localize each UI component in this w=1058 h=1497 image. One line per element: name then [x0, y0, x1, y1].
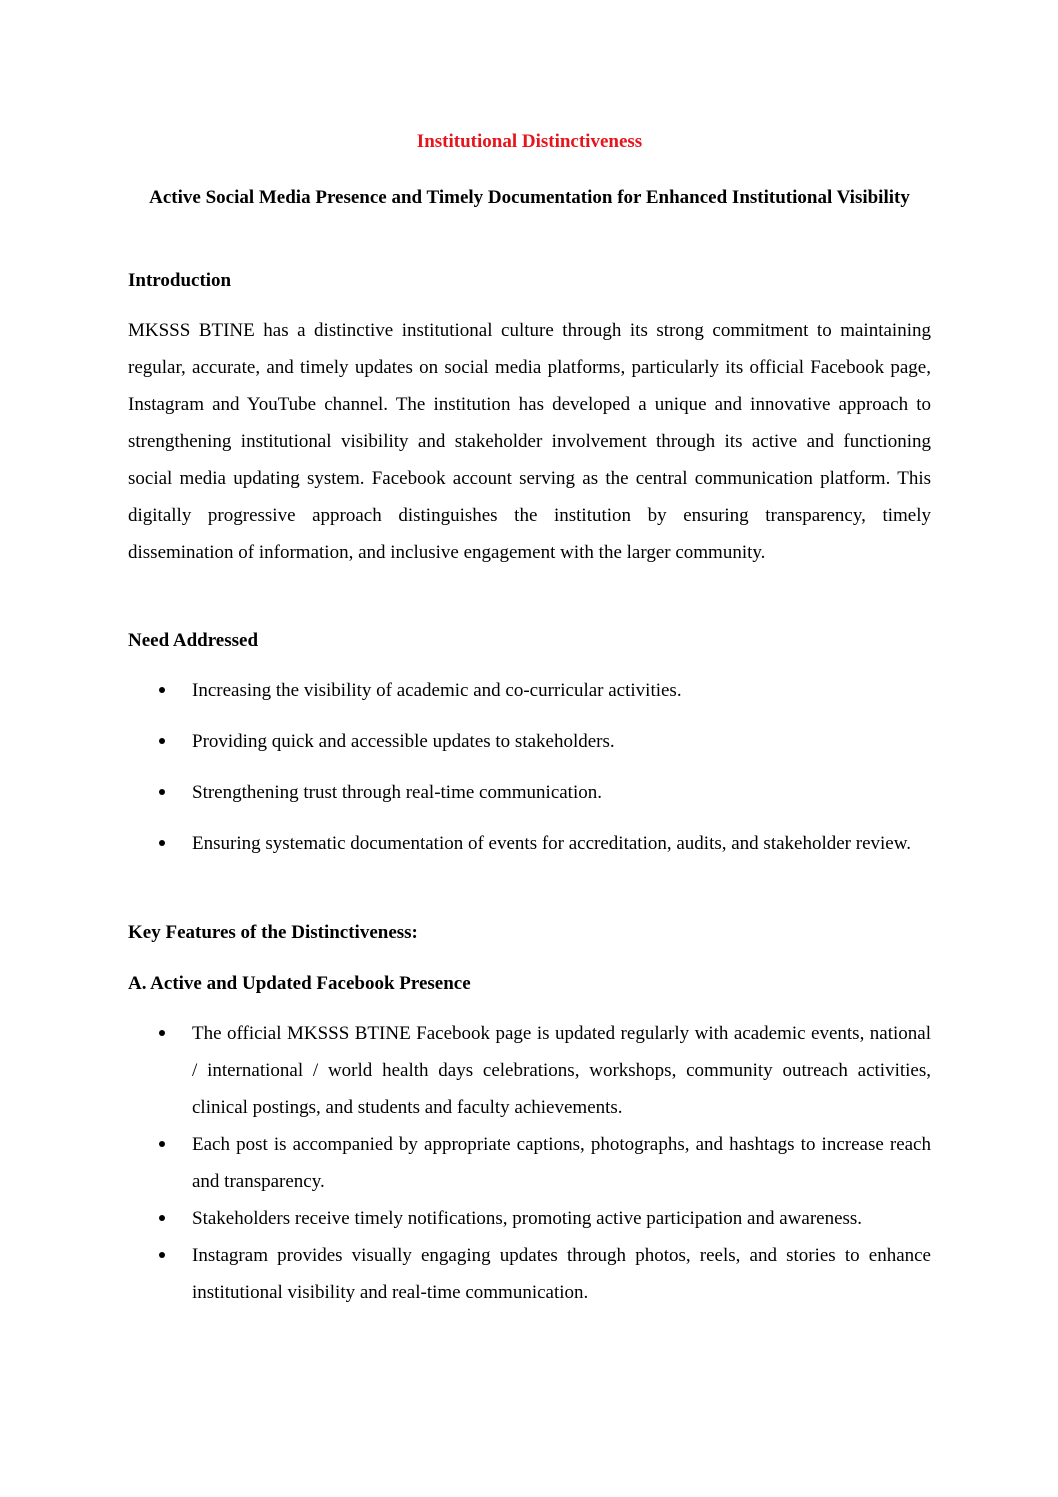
bullet-icon: [159, 687, 165, 693]
introduction-paragraph: MKSSS BTINE has a distinctive institutional culture through its strong commitment to maintaining regular, accurate, and timely updates on social media platforms, particularly its official Facebook page, Instagram and YouTube channel. The institution has developed a unique and innovative approach to strengthening institutional visibility and stakeholder involvement through its active and functioning social media updating system. Facebook account serving as the central communication platform. This digitally progressive approach distinguishes the institution by ensuring transparency, timely dissemination of information, and inclusive engagement with the larger community.: [128, 320, 931, 563]
list-item: [128, 1237, 931, 1311]
list-item: [128, 1015, 931, 1126]
list-item-text: Providing quick and accessible updates to stakeholders.: [192, 731, 615, 752]
key-features-heading: Key Features of the Distinctiveness:: [128, 922, 418, 943]
list-item-text: Stakeholders receive timely notifications, promoting active participation and awareness.: [192, 1208, 863, 1229]
bullet-icon: [159, 840, 165, 846]
list-item: [128, 1126, 931, 1200]
list-item: [128, 672, 931, 709]
bullet-icon: [159, 1252, 165, 1258]
need-addressed-list: [128, 672, 931, 862]
list-item-text: Instagram provides visually engaging updates through photos, reels, and stories to enhance institutional visibility and real-time communication.: [192, 1245, 931, 1303]
section-a-list: [128, 1015, 931, 1311]
list-item: [128, 774, 931, 811]
bullet-icon: [159, 1030, 165, 1036]
bullet-icon: [159, 1215, 165, 1221]
list-item: [128, 723, 931, 760]
section-a-heading: A. Active and Updated Facebook Presence: [128, 973, 471, 994]
document-subtitle: Active Social Media Presence and Timely Documentation for Enhanced Institutional Visibility: [149, 187, 910, 208]
bullet-icon: [159, 1141, 165, 1147]
bullet-icon: [159, 789, 165, 795]
introduction-heading: Introduction: [128, 270, 232, 291]
list-item: [128, 825, 931, 862]
list-item-text: Ensuring systematic documentation of events for accreditation, audits, and stakeholder review.: [192, 833, 911, 854]
list-item-text: The official MKSSS BTINE Facebook page is updated regularly with academic events, national / international / world health days celebrations, workshops, community outreach activities, clinical postings, and students and faculty achievements.: [192, 1023, 931, 1118]
document-title: Institutional Distinctiveness: [416, 131, 643, 152]
list-item-text: Strengthening trust through real-time communication.: [192, 782, 602, 803]
list-item-text: Each post is accompanied by appropriate captions, photographs, and hashtags to increase reach and transparency.: [192, 1134, 931, 1192]
need-addressed-heading: Need Addressed: [128, 630, 259, 651]
bullet-icon: [159, 738, 165, 744]
list-item: [128, 1200, 931, 1237]
list-item-text: Increasing the visibility of academic and co-curricular activities.: [192, 680, 682, 701]
